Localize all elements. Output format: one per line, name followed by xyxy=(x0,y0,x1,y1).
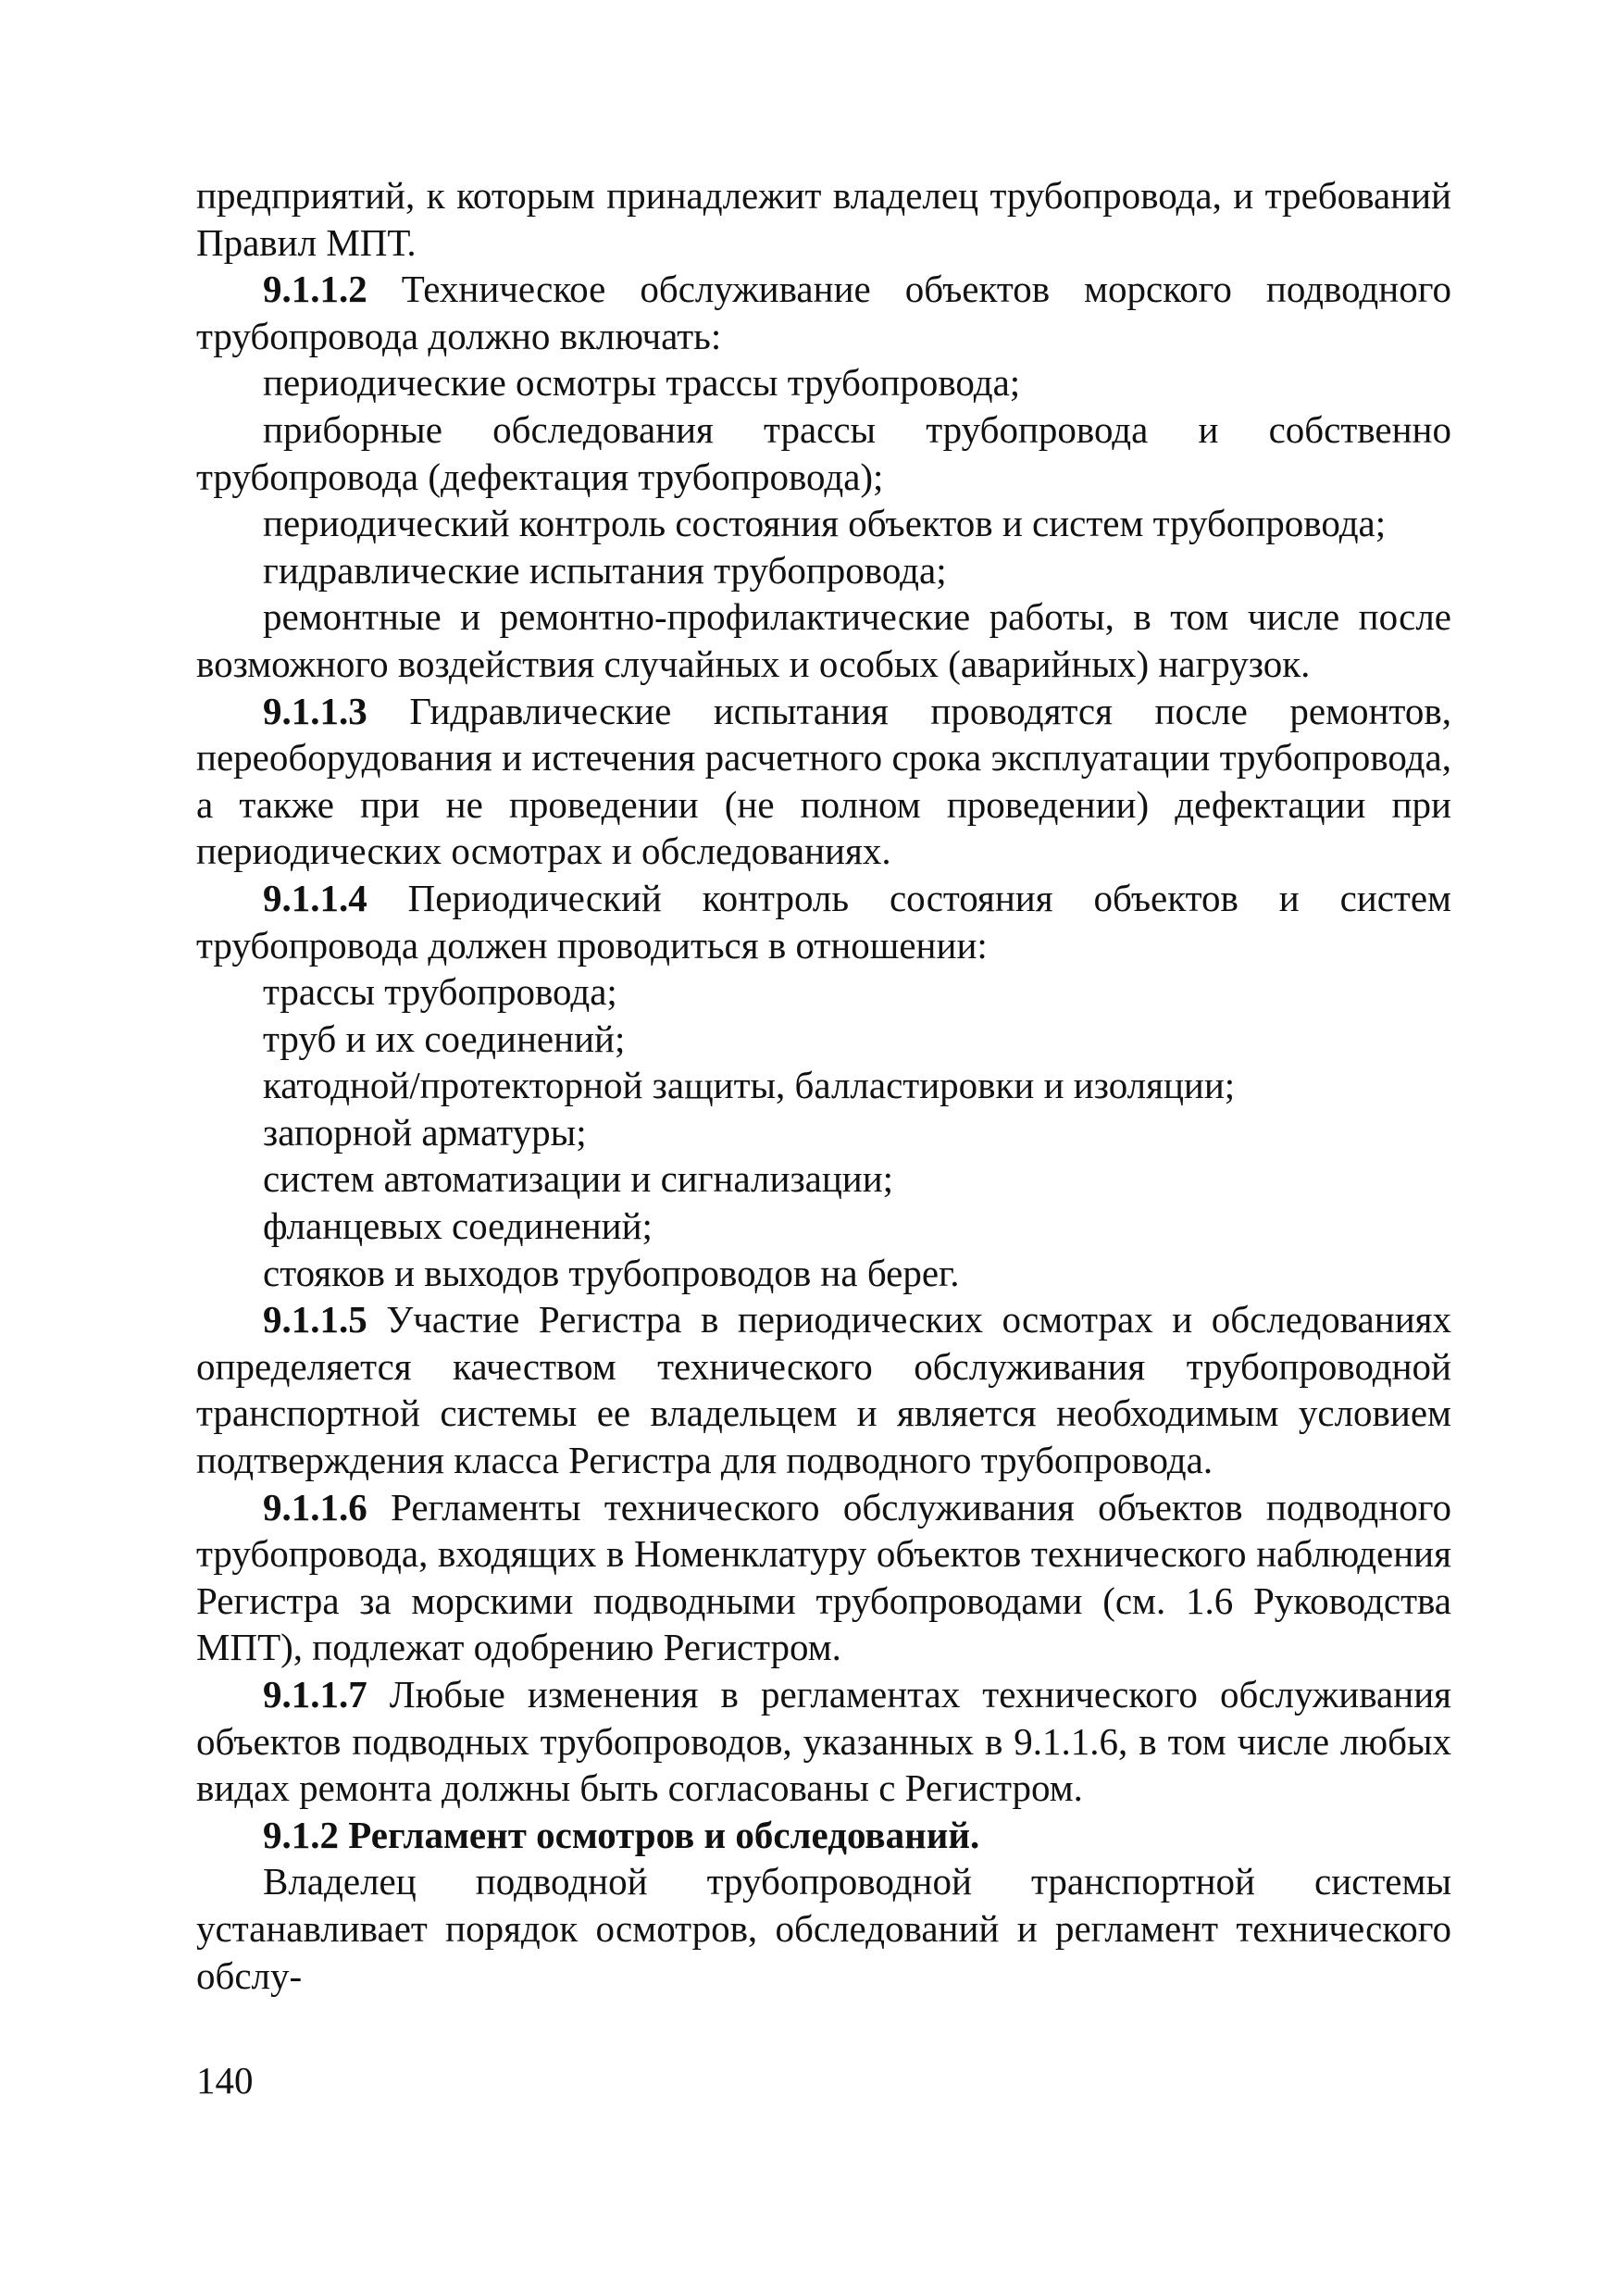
paragraph-text: Владелец подводной трубопроводной транспортной системы устанавливает порядок осмотров, обследований и регламент технического обслу- xyxy=(196,1860,1451,1997)
list-item-text: систем автоматизации и сигнализации; xyxy=(263,1157,894,1201)
paragraph-text: Периодический контроль состояния объектов и систем трубопровода должен проводиться в отношении: xyxy=(196,876,1451,967)
list-item-text: трассы трубопровода; xyxy=(263,970,617,1014)
list-item-text: ремонтные и ремонтно-профилактические работы, в том числе после возможного воздействия случайных и особых (аварийных) нагрузок. xyxy=(196,595,1451,685)
paragraph-text: Любые изменения в регламентах технического обслуживания объектов подводных трубопроводов, указанных в 9.1.1.6, в том числе любых видах ремонта должны быть согласованы с Регистром. xyxy=(196,1673,1451,1810)
section-heading-9-1-2 xyxy=(196,1812,1451,1859)
list-item-text: приборные обследования трассы трубопровода и собственно трубопровода (дефектация трубопровода); xyxy=(196,407,1451,498)
clause-number: 9.1.1.3 xyxy=(263,689,367,732)
list-item-text: периодический контроль состояния объектов и систем трубопровода; xyxy=(263,502,1387,545)
paragraph-text: Техническое обслуживание объектов морского подводного трубопровода должно включать: xyxy=(196,268,1451,357)
paragraph-9-1-1-6 xyxy=(196,1484,1451,1671)
paragraph-9-1-1-4 xyxy=(196,875,1451,968)
paragraph-text: Гидравлические испытания проводятся после ремонтов, переоборудования и истечения расчетного срока эксплуатации трубопровода, а также при не проведении (не полном проведении) дефектации при периодических осмотрах и обследованиях. xyxy=(196,689,1451,873)
paragraph-text: предприятий, к которым принадлежит владелец трубопровода, и требований Правил МПТ. xyxy=(196,174,1451,264)
paragraph-text: Участие Регистра в периодических осмотрах и обследованиях определяется качеством технического обслуживания трубопроводной транспортной системы ее владельцем и является необходимым условием подтверждения класса Регистра для подводного трубопровода. xyxy=(196,1298,1451,1482)
paragraph-continuation xyxy=(196,172,1451,266)
list-item xyxy=(196,1062,1451,1109)
clause-number: 9.1.1.7 xyxy=(263,1673,367,1716)
paragraph-final xyxy=(196,1858,1451,1999)
paragraph-9-1-1-7 xyxy=(196,1671,1451,1812)
list-item xyxy=(196,968,1451,1016)
list-item xyxy=(196,500,1451,547)
clause-number: 9.1.1.5 xyxy=(263,1298,367,1341)
paragraph-9-1-1-5 xyxy=(196,1296,1451,1483)
list-item xyxy=(196,1109,1451,1156)
list-item xyxy=(196,1250,1451,1297)
list-item-text: запорной арматуры; xyxy=(263,1110,587,1154)
clause-number: 9.1.1.2 xyxy=(263,268,367,311)
page-body xyxy=(196,172,1451,1999)
list-item xyxy=(196,1155,1451,1203)
section-heading-text: 9.1.2 Регламент осмотров и обследований. xyxy=(263,1813,980,1856)
list-item xyxy=(196,593,1451,687)
paragraph-9-1-1-3 xyxy=(196,688,1451,875)
list-item-text: катодной/протекторной защиты, балластировки и изоляции; xyxy=(263,1064,1236,1107)
list-item xyxy=(196,1016,1451,1063)
list-item-text: труб и их соединений; xyxy=(263,1017,626,1060)
paragraph-text: Регламенты технического обслуживания объектов подводного трубопровода, входящих в Номенклатуру объектов технического наблюдения Регистра за морскими подводными трубопроводами (см. 1.6 Руководства МПТ), подлежат одобрению Регистром. xyxy=(196,1485,1451,1669)
list-item-text: стояков и выходов трубопроводов на берег. xyxy=(263,1251,960,1294)
clause-number: 9.1.1.6 xyxy=(263,1485,367,1529)
list-item-text: фланцевых соединений; xyxy=(263,1204,653,1248)
list-item xyxy=(196,406,1451,500)
clause-number: 9.1.1.4 xyxy=(263,876,367,919)
paragraph-9-1-1-2 xyxy=(196,266,1451,359)
list-item xyxy=(196,1203,1451,1250)
list-item-text: гидравлические испытания трубопровода; xyxy=(263,548,947,592)
list-item xyxy=(196,547,1451,594)
list-item xyxy=(196,359,1451,406)
list-item-text: периодические осмотры трассы трубопровода; xyxy=(263,361,1021,405)
page-number: 140 xyxy=(196,2059,254,2102)
